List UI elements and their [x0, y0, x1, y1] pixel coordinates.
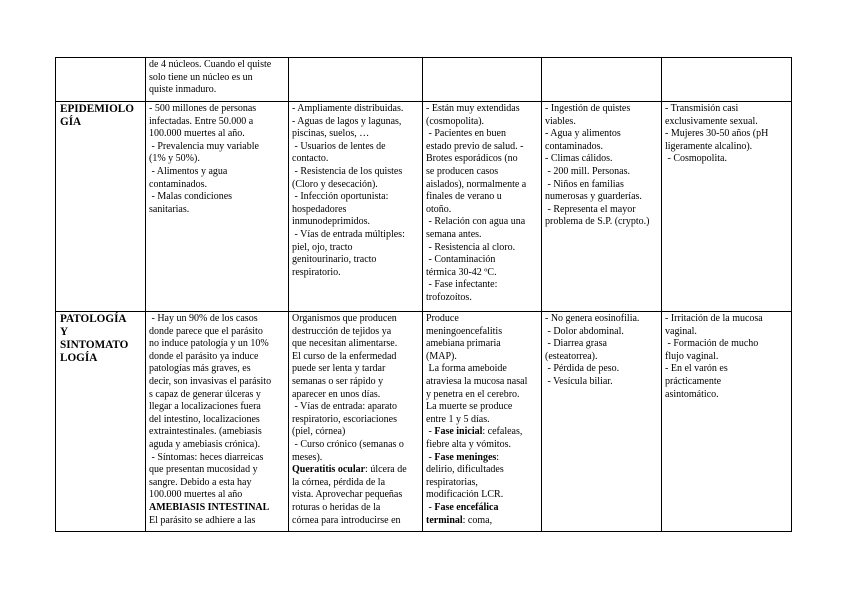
cell-naegleria: [423, 312, 542, 532]
row-header: [56, 102, 146, 312]
text-line: donde el parásito ya induce: [149, 350, 259, 362]
text-line: (cosmopolita).: [426, 115, 485, 127]
text-line: LOGÍA: [60, 352, 98, 364]
cell-giardia: [542, 312, 662, 532]
text-line: - Hay un 90% de los casos: [149, 313, 258, 324]
text-line: que presentan mucosidad y: [149, 464, 258, 476]
text-line: Queratitis ocular: úlcera de: [292, 464, 407, 476]
text-line: - Fase encefálica: [426, 501, 499, 513]
cell-naegleria: [423, 102, 542, 312]
cell-acanthamoeba: [289, 312, 423, 532]
text-line: 100.000 muertes al año: [149, 489, 243, 501]
row-header: [56, 58, 146, 102]
text-line: - Vías de entrada: aparato: [292, 401, 398, 413]
text-line: hospedadores: [292, 203, 347, 215]
text-line: - 500 millones de personas: [149, 103, 257, 114]
text-line: otoño.: [426, 203, 452, 215]
text-line: aguda y amebiasis crónica).: [149, 438, 261, 450]
text-line: contacto.: [292, 153, 329, 165]
text-line: terminal: coma,: [426, 514, 493, 526]
text-line: - Usuarios de lentes de: [292, 140, 386, 152]
cell-acanthamoeba: [289, 102, 423, 312]
text-line: aislados), normalmente a: [426, 178, 527, 190]
text-line: SINTOMATO: [60, 339, 129, 351]
text-line: inmunodeprimidos.: [292, 216, 371, 228]
text-line: (1% y 50%).: [149, 153, 200, 165]
text-line: sanitarias.: [149, 203, 190, 215]
text-line: infectadas. Entre 50.000 a: [149, 115, 254, 127]
text-line: del intestino, localizaciones: [149, 413, 260, 425]
text-line: no induce patología y un 10%: [149, 338, 269, 350]
text-line: Organismos que producen: [292, 313, 397, 324]
text-line: - Pérdida de peso.: [545, 363, 620, 375]
cell-trichomonas: [662, 58, 792, 102]
text-line: contaminados.: [545, 140, 604, 152]
text-line: - Dolor abdominal.: [545, 325, 624, 337]
text-line: exclusivamente sexual.: [665, 115, 758, 127]
text-line: El parásito se adhiere a las: [149, 514, 256, 526]
text-line: - Fase meninges:: [426, 451, 500, 463]
text-line: roturas o heridas de la: [292, 501, 381, 513]
text-line: problema de S.P. (crypto.): [545, 216, 650, 228]
text-line: - Malas condiciones: [149, 191, 233, 203]
text-line: asintomático.: [665, 388, 719, 400]
text-line: térmica 30-42 ºC.: [426, 266, 497, 278]
text-line: aparecer en unos días.: [292, 388, 381, 400]
text-line: solo tiene un núcleo es un: [149, 71, 253, 83]
text-line: - Climas cálidos.: [545, 153, 613, 165]
row-header: [56, 312, 146, 532]
text-line: ligeramente alcalino).: [665, 140, 753, 152]
text-line: - Mujeres 30-50 años (pH: [665, 128, 769, 140]
text-line: GÍA: [60, 116, 82, 128]
text-line: amebiana primaria: [426, 338, 501, 350]
text-line: piscinas, suelos, …: [292, 128, 370, 140]
text-line: respiratorio.: [292, 266, 341, 278]
text-line: - Vesícula biliar.: [545, 375, 613, 387]
cell-amoeba: [146, 312, 289, 532]
text-line: vista. Aprovechar pequeñas: [292, 489, 403, 501]
text-line: - Transmisión casi: [665, 103, 739, 114]
text-line: puede ser lenta y tardar: [292, 363, 386, 375]
text-line: vaginal.: [665, 325, 697, 337]
text-line: donde parece que el parásito: [149, 325, 263, 337]
text-line: - Irritación de la mucosa: [665, 313, 763, 324]
text-line: decir, son invasivas el parásito: [149, 375, 272, 387]
text-line: Brotes esporádicos (no: [426, 153, 518, 165]
text-line: de 4 núcleos. Cuando el quiste: [149, 59, 272, 70]
text-line: - Fase inicial: cefaleas,: [426, 426, 523, 438]
text-line: PATOLOGÍA: [60, 313, 127, 325]
text-line: - Cosmopolita.: [665, 153, 727, 165]
text-line: atraviesa la mucosa nasal: [426, 375, 528, 387]
text-line: - Infección oportunista:: [292, 191, 389, 203]
text-line: EPIDEMIOLO: [60, 103, 134, 115]
text-line: 100.000 muertes al año.: [149, 128, 245, 140]
text-line: - No genera eosinofilia.: [545, 313, 640, 324]
text-line: - Resistencia al cloro.: [426, 241, 516, 253]
cell-trichomonas: [662, 102, 792, 312]
cell-amoeba: [146, 102, 289, 312]
text-line: - En el varón es: [665, 363, 728, 375]
text-line: que necesitan alimentarse.: [292, 338, 398, 350]
text-line: - Síntomas: heces diarreicas: [149, 451, 264, 463]
cell-trichomonas: [662, 312, 792, 532]
text-line: sangre. Debido a esta hay: [149, 476, 252, 488]
text-line: - Pacientes en buen: [426, 128, 506, 140]
text-line: respiratorio, escoriaciones: [292, 413, 397, 425]
text-line: finales de verano u: [426, 191, 502, 203]
text-line: - Ampliamente distribuidas.: [292, 103, 404, 114]
text-line: semana antes.: [426, 228, 482, 240]
text-line: (piel, córnea): [292, 426, 346, 438]
text-line: AMEBIASIS INTESTINAL: [149, 501, 270, 513]
table-row-pathology: [56, 312, 792, 532]
text-line: - Diarrea grasa: [545, 338, 607, 350]
text-line: - 200 mill. Personas.: [545, 165, 630, 177]
text-line: meningoencefalitis: [426, 325, 503, 337]
text-line: - Contaminación: [426, 254, 496, 266]
text-line: prácticamente: [665, 375, 722, 387]
text-line: la córnea, pérdida de la: [292, 476, 386, 488]
cell-giardia: [542, 58, 662, 102]
text-line: - Vías de entrada múltiples:: [292, 228, 405, 240]
text-line: Y: [60, 326, 69, 338]
text-line: (esteatorrea).: [545, 350, 598, 362]
cell-acanthamoeba: [289, 58, 423, 102]
text-line: - Fase infectante:: [426, 279, 498, 291]
text-line: (MAP).: [426, 350, 457, 362]
text-line: - Relación con agua una: [426, 216, 526, 228]
text-line: - Resistencia de los quistes: [292, 165, 403, 177]
text-line: fiebre alta y vómitos.: [426, 438, 511, 450]
text-line: extraintestinales. (amebiasis: [149, 426, 262, 438]
text-line: meses).: [292, 451, 323, 463]
text-line: - Niños en familias: [545, 178, 624, 190]
text-line: La muerte se produce: [426, 401, 513, 413]
text-line: flujo vaginal.: [665, 350, 719, 362]
text-line: - Alimentos y agua: [149, 165, 228, 177]
text-line: delirio, dificultades: [426, 464, 504, 476]
text-line: estado previo de salud. -: [426, 140, 524, 152]
table-row-continuation: [56, 58, 792, 102]
text-line: respiratorias,: [426, 476, 478, 488]
text-line: El curso de la enfermedad: [292, 350, 397, 362]
text-line: - Representa el mayor: [545, 203, 636, 215]
text-line: destrucción de tejidos ya: [292, 325, 392, 337]
text-line: modificación LCR.: [426, 489, 504, 501]
text-line: llegar a localizaciones fuera: [149, 401, 261, 413]
text-line: - Prevalencia muy variable: [149, 140, 259, 152]
text-line: piel, ojo, tracto: [292, 241, 353, 253]
parasites-comparison-table: [55, 57, 792, 532]
text-line: (Cloro y desecación).: [292, 178, 378, 190]
text-line: quiste inmaduro.: [149, 84, 217, 96]
table-row-epidemiology: [56, 102, 792, 312]
cell-naegleria: [423, 58, 542, 102]
text-line: numerosas y guarderías.: [545, 191, 642, 203]
text-line: semanas o ser rápido y: [292, 375, 384, 387]
text-line: entre 1 y 5 días.: [426, 413, 490, 425]
text-line: - Agua y alimentos: [545, 128, 621, 140]
cell-amoeba: [146, 58, 289, 102]
text-line: La forma ameboide: [426, 363, 507, 375]
text-line: - Ingestión de quistes: [545, 103, 631, 114]
text-line: genitourinario, tracto: [292, 254, 377, 266]
text-line: trofozoítos.: [426, 291, 472, 303]
text-line: contaminados.: [149, 178, 208, 190]
text-line: viables.: [545, 115, 576, 127]
text-line: y penetra en el cerebro.: [426, 388, 520, 400]
text-line: s capaz de generar úlceras y: [149, 388, 261, 400]
text-line: - Curso crónico (semanas o: [292, 438, 404, 450]
text-line: córnea para introducirse en: [292, 514, 401, 526]
text-line: patologías más graves, es: [149, 363, 251, 375]
text-line: se producen casos: [426, 165, 499, 177]
text-line: - Están muy extendidas: [426, 103, 520, 114]
text-line: - Aguas de lagos y lagunas,: [292, 115, 402, 127]
cell-giardia: [542, 102, 662, 312]
text-line: - Formación de mucho: [665, 338, 759, 350]
text-line: Produce: [426, 313, 459, 324]
